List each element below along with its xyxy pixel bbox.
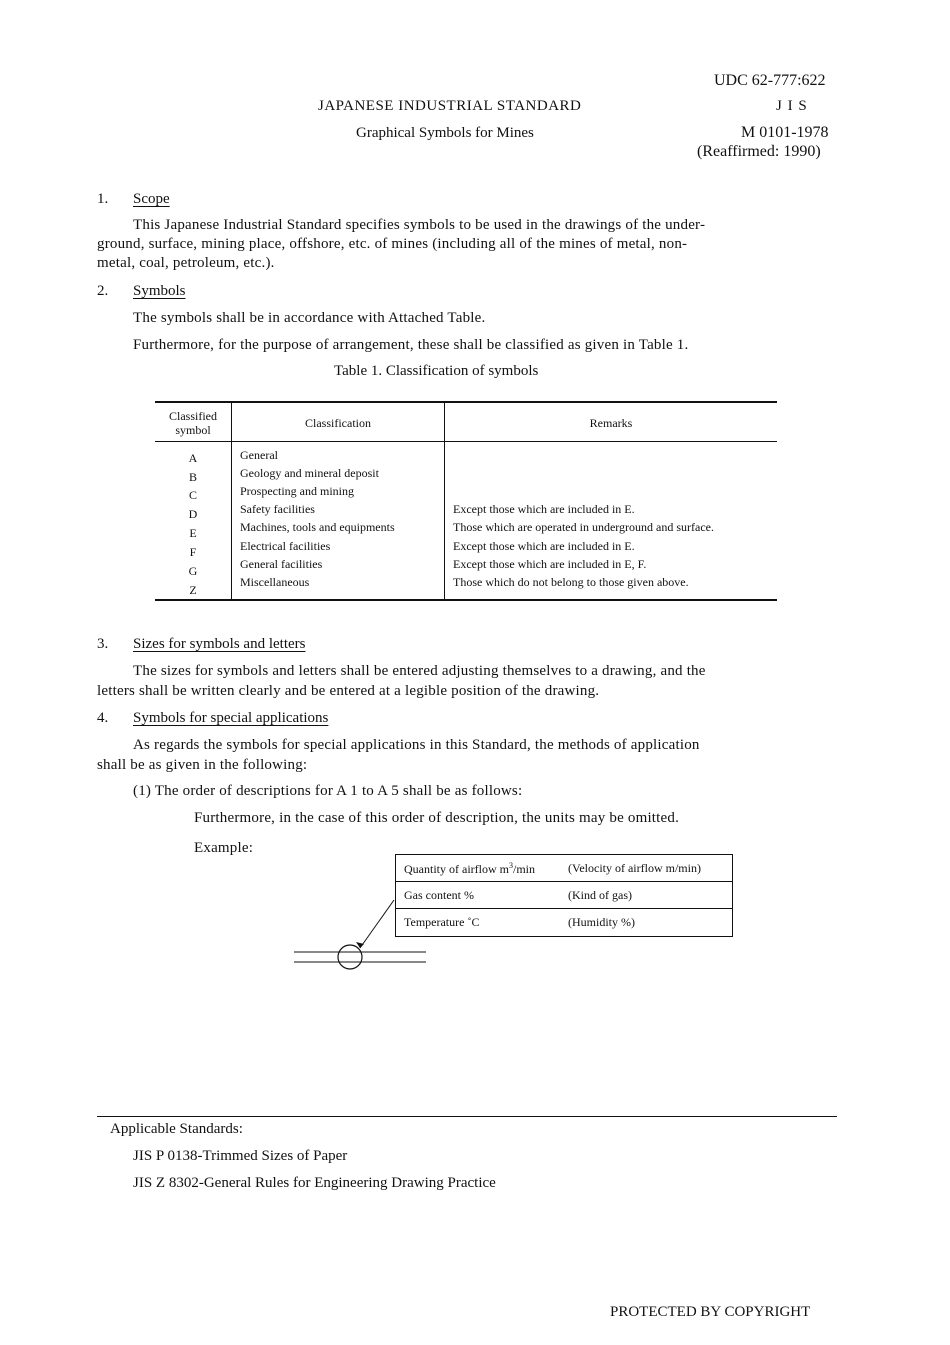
table-row-remarks: Except those which are included in E. xyxy=(453,502,635,516)
section-1-line-1: This Japanese Industrial Standard specifies symbols to be used in the drawings of the under- xyxy=(133,217,706,233)
header-remarks: Remarks xyxy=(589,416,633,430)
section-3-line-1: The sizes for symbols and letters shall be entered adjusting themselves to a drawing, and the xyxy=(133,663,706,679)
section-3-number: 3. xyxy=(97,636,109,652)
example-airflow-quantity xyxy=(404,861,535,877)
example-gas-content: Gas content % xyxy=(404,888,474,902)
table-row-symbol: E xyxy=(189,526,197,540)
reaffirmed-date: (Reaffirmed: 1990) xyxy=(697,143,821,160)
example-temperature: Temperature ˚C xyxy=(404,915,480,929)
section-4-item-1-note: Furthermore, in the case of this order of description, the units may be omitted. xyxy=(194,810,680,826)
section-2-paragraph-1: The symbols shall be in accordance with Attached Table. xyxy=(133,310,486,326)
udc-number: UDC 62-777:622 xyxy=(714,72,826,89)
table-row-symbol: A xyxy=(188,451,198,465)
standard-number: M 0101-1978 xyxy=(741,124,829,141)
table-row-classification: General xyxy=(240,448,278,462)
section-3-heading: Sizes for symbols and letters xyxy=(133,636,306,652)
airflow-unit: /min xyxy=(512,862,535,876)
document-title: Graphical Symbols for Mines xyxy=(356,125,534,141)
table-top-rule xyxy=(155,401,777,403)
example-gas-kind: (Kind of gas) xyxy=(568,888,632,902)
airflow-text: Quantity of airflow m xyxy=(404,862,509,876)
table-bottom-rule xyxy=(155,599,777,601)
jis-label: J I S xyxy=(776,98,808,114)
applicable-standard-2: JIS Z 8302-General Rules for Engineering Drawing Practice xyxy=(133,1175,496,1191)
table-row-symbol: C xyxy=(188,488,197,502)
section-2-heading: Symbols xyxy=(133,283,186,299)
table-header-rule xyxy=(155,441,777,442)
airway-circle-icon xyxy=(338,945,362,969)
leader-line xyxy=(360,900,394,948)
table-row-symbol: F xyxy=(189,545,197,559)
section-1-line-3: metal, coal, petroleum, etc.). xyxy=(97,255,275,271)
example-humidity: (Humidity %) xyxy=(568,915,635,929)
table-row-classification: General facilities xyxy=(240,557,323,571)
table-row-symbol: B xyxy=(188,470,197,484)
section-4-example-label: Example: xyxy=(194,840,254,856)
table-row-symbol: D xyxy=(188,507,198,521)
example-box-divider-1 xyxy=(396,881,732,882)
example-box xyxy=(395,854,733,937)
applicable-standards-heading: Applicable Standards: xyxy=(110,1121,243,1137)
section-2-paragraph-2: Furthermore, for the purpose of arrangement, these shall be classified as given in Table 1. xyxy=(133,337,689,353)
example-airflow-velocity: (Velocity of airflow m/min) xyxy=(568,861,701,875)
section-1-heading: Scope xyxy=(133,191,170,207)
table-row-remarks: Those which do not belong to those given above. xyxy=(453,575,689,589)
section-1-number: 1. xyxy=(97,191,109,207)
table-row-classification: Machines, tools and equipments xyxy=(240,520,395,534)
table-row-classification: Electrical facilities xyxy=(240,539,331,553)
table-row-symbol: G xyxy=(188,564,198,578)
table-1-caption: Table 1. Classification of symbols xyxy=(334,363,539,379)
table-row-remarks: Those which are operated in underground and surface. xyxy=(453,520,715,534)
airflow-superscript: 3 xyxy=(508,861,513,870)
table-row-classification: Prospecting and mining xyxy=(240,484,354,498)
footnote-rule xyxy=(97,1116,837,1117)
section-4-heading: Symbols for special applications xyxy=(133,710,329,726)
table-row-remarks: Except those which are included in E. xyxy=(453,539,635,553)
table-row-classification: Miscellaneous xyxy=(240,575,310,589)
airway-symbol-drawing xyxy=(280,890,440,980)
section-4-number: 4. xyxy=(97,710,109,726)
header-symbol-line-1: Classified xyxy=(169,409,217,423)
table-row-classification: Safety facilities xyxy=(240,502,315,516)
table-row-symbol: Z xyxy=(189,583,197,597)
table-row-classification: Geology and mineral deposit xyxy=(240,466,379,480)
table-row-remarks: Except those which are included in E, F. xyxy=(453,557,647,571)
section-4-item-1: (1) The order of descriptions for A 1 to A 5 shall be as follows: xyxy=(133,783,523,799)
copyright-notice: PROTECTED BY COPYRIGHT xyxy=(610,1304,811,1320)
section-4-line-2: shall be as given in the following: xyxy=(97,757,308,773)
header-symbol-line-2: symbol xyxy=(175,423,211,437)
example-box-divider-2 xyxy=(396,908,732,909)
standard-organization: JAPANESE INDUSTRIAL STANDARD xyxy=(318,98,582,114)
section-2-number: 2. xyxy=(97,283,109,299)
applicable-standard-1: JIS P 0138-Trimmed Sizes of Paper xyxy=(133,1148,348,1164)
section-1-line-2: ground, surface, mining place, offshore, etc. of mines (including all of the mines of metal, non- xyxy=(97,236,688,252)
header-classified-symbol xyxy=(160,409,226,437)
section-4-line-1: As regards the symbols for special applications in this Standard, the methods of application xyxy=(133,737,700,753)
section-3-line-2: letters shall be written clearly and be entered at a legible position of the drawing. xyxy=(97,683,600,699)
header-classification: Classification xyxy=(305,416,371,430)
